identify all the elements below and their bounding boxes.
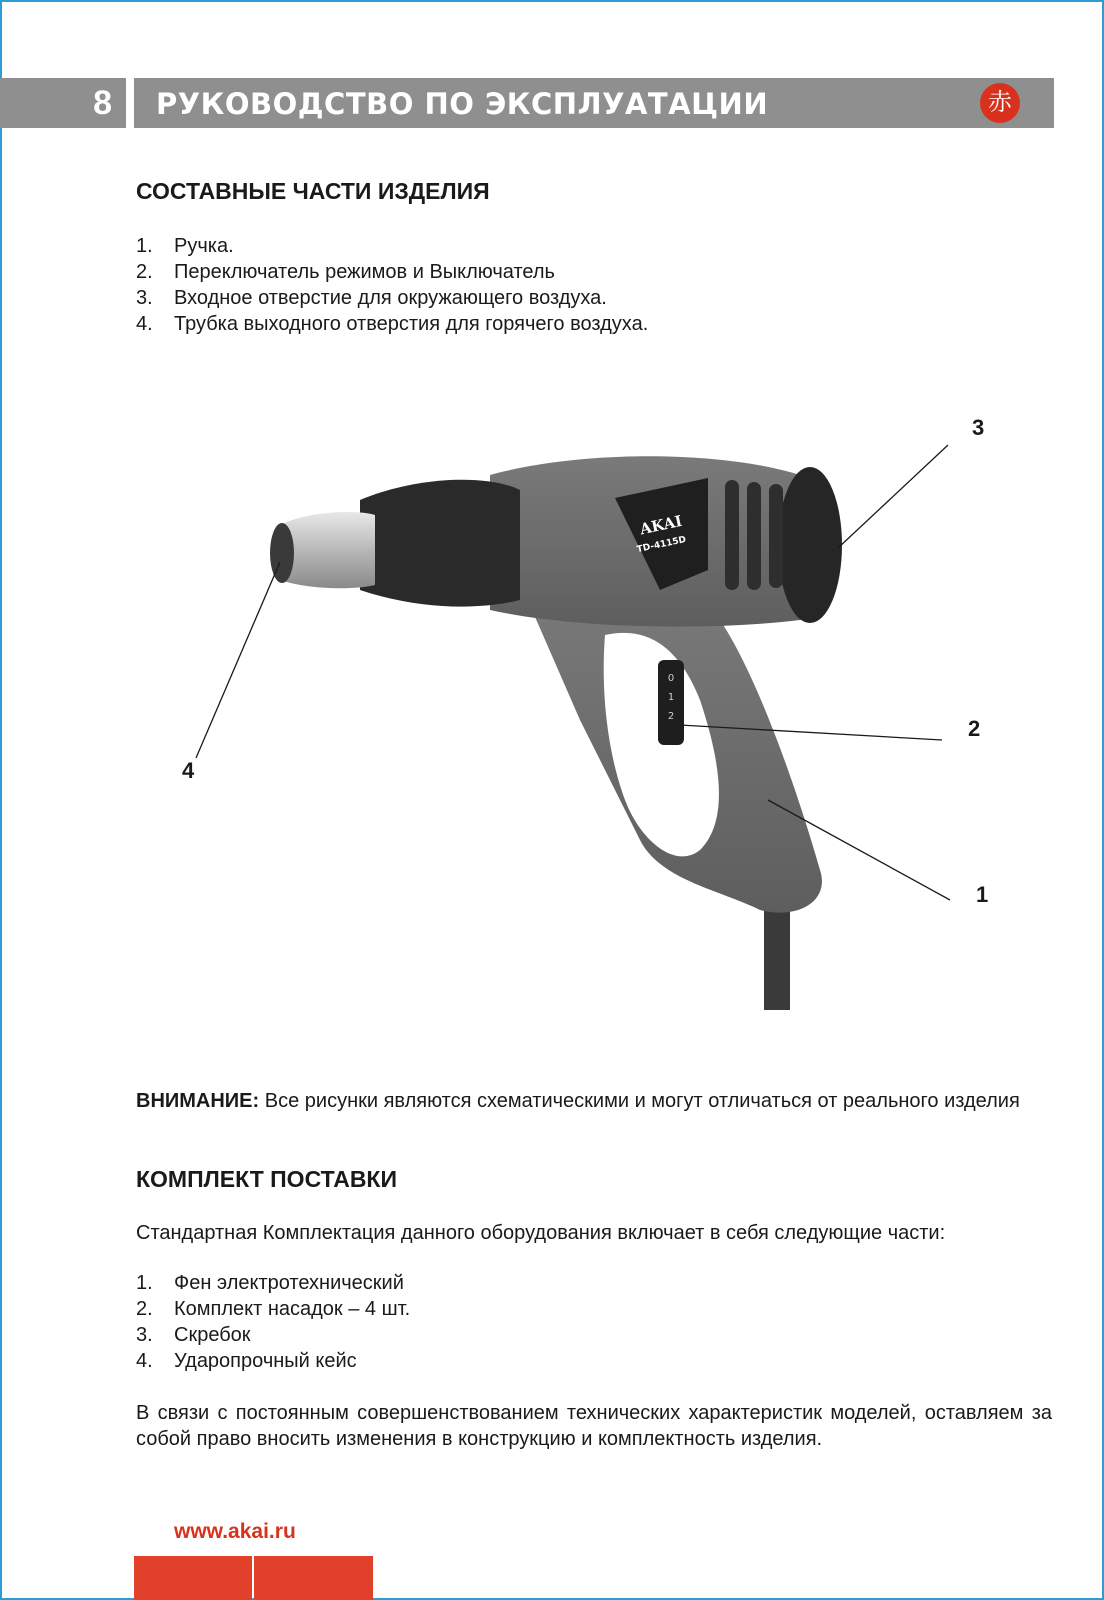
callout-1: 1 bbox=[976, 882, 989, 907]
list-item: 2. Комплект насадок – 4 шт. bbox=[136, 1298, 411, 1320]
brand-logo-icon: 赤 bbox=[980, 83, 1020, 123]
list-item: 1. Ручка. bbox=[136, 235, 234, 257]
kit-intro: Стандартная Комплектация данного оборудования включает в себя следующие части: bbox=[136, 1222, 946, 1244]
notice-label: ВНИМАНИЕ: bbox=[136, 1090, 260, 1112]
power-cable bbox=[764, 900, 790, 1010]
manual-title: РУКОВОДСТВО ПО ЭКСПЛУАТАЦИИ bbox=[156, 87, 769, 121]
vent-slot bbox=[725, 480, 739, 590]
parts-list bbox=[136, 233, 1052, 337]
switch-mark: 2 bbox=[667, 711, 675, 722]
list-item: 3. Скребок bbox=[136, 1324, 251, 1346]
callout-2: 2 bbox=[968, 716, 981, 741]
nozzle-outlet bbox=[270, 523, 294, 583]
air-intake bbox=[778, 467, 842, 623]
callout-3: 3 bbox=[972, 415, 985, 440]
list-item: 3. Входное отверстие для окружающего воздуха. bbox=[136, 287, 607, 309]
list-item: 1. Фен электротехнический bbox=[136, 1272, 404, 1294]
kit-heading: КОМПЛЕКТ ПОСТАВКИ bbox=[136, 1166, 397, 1192]
website-link[interactable]: www.akai.ru bbox=[174, 1520, 296, 1543]
nozzle bbox=[280, 512, 375, 588]
callout-line-3 bbox=[838, 445, 948, 548]
callout-line-4 bbox=[196, 562, 280, 758]
heat-gun-illustration bbox=[160, 420, 1020, 1020]
kit-list bbox=[136, 1270, 1052, 1374]
callout-4: 4 bbox=[182, 758, 195, 783]
notice-text: Все рисунки являются схематическими и могут отличаться от реального изделия bbox=[264, 1090, 1020, 1112]
model-label: TD-4115D bbox=[636, 534, 688, 556]
list-item: 4. Ударопрочный кейс bbox=[136, 1350, 357, 1372]
footer-accent-bar bbox=[134, 1556, 252, 1600]
heat-gun-figure bbox=[160, 415, 1020, 1020]
vent-slot bbox=[747, 482, 761, 590]
list-item: 4. Трубка выходного отверстия для горячего воздуха. bbox=[136, 313, 649, 335]
list-item: 2. Переключатель режимов и Выключатель bbox=[136, 261, 555, 283]
switch-mark: 0 bbox=[667, 673, 675, 684]
barrel bbox=[360, 480, 520, 607]
parts-heading: СОСТАВНЫЕ ЧАСТИ ИЗДЕЛИЯ bbox=[136, 178, 490, 204]
parts-section bbox=[136, 178, 1052, 337]
disclaimer-paragraph: В связи с постоянным совершенствованием технических характеристик моделей, оставляем за собой право вносить изменения в конструкцию и комплектность изделия. bbox=[136, 1402, 1052, 1450]
notice-paragraph bbox=[136, 1088, 1052, 1114]
brand-label: AKAI bbox=[638, 511, 684, 539]
notice-block bbox=[136, 1088, 1052, 1114]
header-bar bbox=[134, 78, 1054, 128]
kit-section bbox=[136, 1166, 1052, 1452]
page-number: 8 bbox=[0, 78, 126, 128]
footer-accent-bar bbox=[254, 1556, 373, 1600]
switch-mark: 1 bbox=[667, 692, 675, 703]
vent-slot bbox=[769, 484, 783, 588]
